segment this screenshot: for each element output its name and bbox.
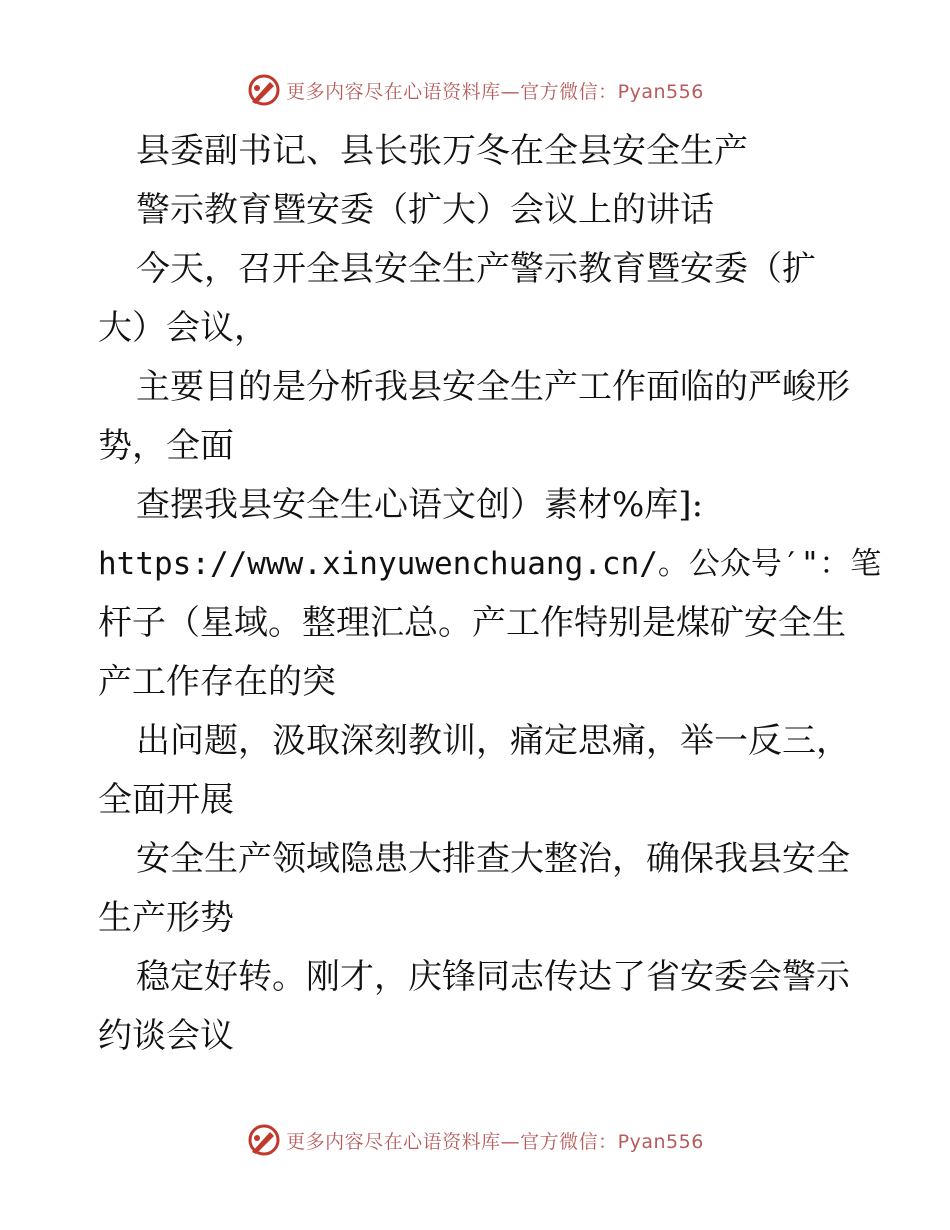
- footer-watermark-banner: [0, 1120, 950, 1160]
- footer-banner-text: 更多内容尽在心语资料库—官方微信：Pyan556: [286, 1130, 704, 1153]
- paragraph-line: 势，全面: [98, 426, 234, 466]
- paragraph-line: 稳定好转。刚才，庆锋同志传达了省安委会警示: [136, 957, 850, 997]
- paragraph-line: 杆子（星域。整理汇总。产工作特别是煤矿安全生: [98, 603, 846, 643]
- document-body: [98, 122, 882, 1066]
- paragraph-line: 全面开展: [98, 780, 234, 820]
- paragraph-line: 约谈会议: [98, 1016, 234, 1056]
- title-line-1: 县委副书记、县长张万冬在全县安全生产: [136, 131, 748, 171]
- paragraph-line: 大）会议，: [98, 308, 268, 348]
- url-line: https://www.xinyuwenchuang.cn/。公众号′"：笔: [98, 546, 882, 582]
- paragraph-line: 查摆我县安全生心语文创）素材%库]:: [136, 485, 704, 525]
- paragraph-line: 出问题，汲取深刻教训，痛定思痛，举一反三，: [136, 721, 850, 761]
- header-watermark-banner: [0, 70, 950, 110]
- header-banner-text: 更多内容尽在心语资料库—官方微信：Pyan556: [286, 80, 704, 103]
- paragraph-line: 产工作存在的突: [98, 662, 336, 702]
- pen-logo-icon: [246, 1122, 282, 1158]
- paragraph-line: 主要目的是分析我县安全生产工作面临的严峻形: [136, 367, 850, 407]
- pen-logo-icon: [246, 72, 282, 108]
- paragraph-line: 安全生产领域隐患大排查大整治，确保我县安全: [136, 839, 850, 879]
- paragraph-line: 今天，召开全县安全生产警示教育暨安委（扩: [136, 249, 816, 289]
- paragraph-line: 生产形势: [98, 898, 234, 938]
- title-line-2: 警示教育暨安委（扩大）会议上的讲话: [136, 190, 714, 230]
